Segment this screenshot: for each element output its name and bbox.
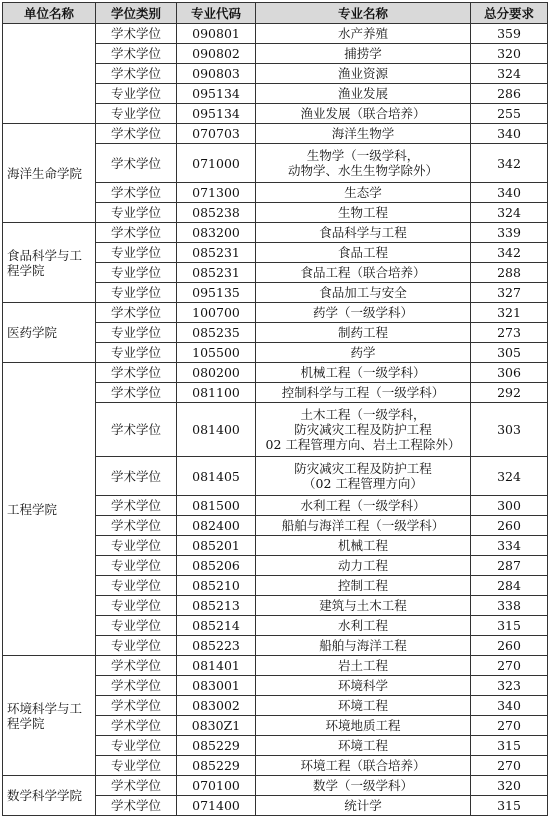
major-name-cell [256,776,471,796]
unit-cell: 食品科学与工程学院 [3,223,96,303]
major-code-cell: 071300 [177,183,256,203]
major-name-line: 水产养殖 [337,26,388,41]
major-name-line: 建筑与土木工程 [319,598,407,613]
score-cell: 270 [471,756,548,776]
major-name-line: 数学（一级学科） [312,778,413,793]
major-name-cell [256,203,471,223]
score-cell: 339 [471,223,548,243]
major-name-cell [256,24,471,44]
major-name-cell [256,696,471,716]
unit-cell: 医药学院 [3,303,96,363]
major-code-cell: 085231 [177,243,256,263]
unit-cell [3,24,96,124]
major-code-cell: 085231 [177,263,256,283]
degree-type-cell: 学术学位 [96,776,177,796]
unit-cell: 环境科学与工程学院 [3,656,96,776]
major-name-line: 机械工程（一级学科） [300,365,426,380]
score-cell: 270 [471,716,548,736]
score-cell: 284 [471,576,548,596]
major-name-line: 动力工程 [337,558,388,573]
major-code-cell: 085213 [177,596,256,616]
major-name-cell [256,616,471,636]
score-cell: 342 [471,144,548,183]
major-name-cell [256,676,471,696]
score-cell: 286 [471,84,548,104]
score-cell: 315 [471,736,548,756]
degree-type-cell: 专业学位 [96,243,177,263]
degree-type-cell: 专业学位 [96,556,177,576]
major-name-cell [256,323,471,343]
major-name-cell [256,716,471,736]
score-cell: 292 [471,383,548,403]
major-code-cell: 081100 [177,383,256,403]
major-name-cell [256,556,471,576]
major-name-line: 食品科学与工程 [319,225,407,240]
major-code-cell: 0830Z1 [177,716,256,736]
table-row [3,363,548,383]
degree-type-cell: 学术学位 [96,457,177,496]
score-cell: 303 [471,403,548,457]
major-name-line: 水利工程（一级学科） [300,498,426,513]
score-cell: 324 [471,203,548,223]
major-name-cell [256,263,471,283]
score-cell: 340 [471,124,548,144]
major-name-line: 食品工程（联合培养） [300,265,426,280]
degree-type-cell: 学术学位 [96,656,177,676]
major-code-cell: 085214 [177,616,256,636]
major-code-cell: 085206 [177,556,256,576]
score-cell: 255 [471,104,548,124]
table-row [3,303,548,323]
major-name-cell [256,104,471,124]
major-name-line: 统计学 [344,798,382,813]
degree-type-cell: 学术学位 [96,44,177,64]
major-code-cell: 081401 [177,656,256,676]
degree-type-cell: 专业学位 [96,756,177,776]
major-name-cell [256,44,471,64]
major-name-line: 生物工程 [337,205,388,220]
major-code-cell: 085235 [177,323,256,343]
degree-type-cell: 学术学位 [96,64,177,84]
score-cell: 324 [471,457,548,496]
major-name-cell [256,457,471,496]
major-name-line: 食品工程 [337,245,388,260]
degree-type-cell: 学术学位 [96,124,177,144]
major-name-line: 防灾减灾工程及防护工程 [294,422,432,437]
major-name-line: 制药工程 [337,325,388,340]
degree-type-cell: 学术学位 [96,363,177,383]
score-cell: 340 [471,696,548,716]
major-name-line: 环境科学 [337,678,388,693]
degree-type-cell: 学术学位 [96,223,177,243]
score-cell: 327 [471,283,548,303]
major-name-cell [256,124,471,144]
major-name-line: 渔业发展 [337,86,388,101]
degree-type-cell: 专业学位 [96,636,177,656]
degree-type-cell: 学术学位 [96,144,177,183]
major-code-cell: 095135 [177,283,256,303]
major-name-cell [256,303,471,323]
degree-type-cell: 专业学位 [96,203,177,223]
score-requirement-table [2,2,548,816]
header-row [3,3,548,24]
major-code-cell: 085229 [177,756,256,776]
score-cell: 306 [471,363,548,383]
major-name-line: 土木工程（一级学科， [300,407,426,422]
major-name-line: 动物学、水生生物学除外） [287,163,438,178]
major-name-line: 环境地质工程 [325,718,401,733]
major-name-cell [256,64,471,84]
major-name-cell [256,636,471,656]
major-name-line: 生物学（一级学科， [306,148,420,163]
score-cell: 270 [471,656,548,676]
major-code-cell: 083001 [177,676,256,696]
major-code-cell: 090803 [177,64,256,84]
score-cell: 300 [471,496,548,516]
degree-type-cell: 学术学位 [96,183,177,203]
major-name-cell [256,536,471,556]
major-name-cell [256,736,471,756]
degree-type-cell: 学术学位 [96,403,177,457]
major-code-cell: 070100 [177,776,256,796]
degree-type-cell: 学术学位 [96,716,177,736]
header-degree-type: 学位类别 [96,3,177,24]
degree-type-cell: 专业学位 [96,736,177,756]
major-code-cell: 090802 [177,44,256,64]
major-code-cell: 080200 [177,363,256,383]
unit-cell: 海洋生命学院 [3,124,96,223]
header-score: 总分要求 [471,3,548,24]
score-cell: 320 [471,776,548,796]
major-name-line: 捕捞学 [344,46,382,61]
major-code-cell: 081500 [177,496,256,516]
major-name-line: 海洋生物学 [331,126,395,141]
score-cell: 320 [471,44,548,64]
major-name-cell [256,343,471,363]
major-name-cell [256,496,471,516]
header-unit: 单位名称 [3,3,96,24]
major-code-cell: 085223 [177,636,256,656]
major-name-cell [256,223,471,243]
major-code-cell: 085201 [177,536,256,556]
major-code-cell: 082400 [177,516,256,536]
degree-type-cell: 专业学位 [96,536,177,556]
degree-type-cell: 学术学位 [96,696,177,716]
major-code-cell: 083200 [177,223,256,243]
score-cell: 260 [471,516,548,536]
major-code-cell: 095134 [177,104,256,124]
degree-type-cell: 专业学位 [96,576,177,596]
table-body [3,24,548,816]
major-name-line: 渔业资源 [337,66,388,81]
degree-type-cell: 学术学位 [96,516,177,536]
score-cell: 359 [471,24,548,44]
table-row [3,24,548,44]
degree-type-cell: 专业学位 [96,596,177,616]
major-name-line: 药学 [350,345,376,360]
major-code-cell: 085210 [177,576,256,596]
major-code-cell: 081405 [177,457,256,496]
major-name-cell [256,576,471,596]
degree-type-cell: 学术学位 [96,383,177,403]
major-name-line: 机械工程 [337,538,388,553]
major-name-line: 防灾减灾工程及防护工程 [294,461,432,476]
degree-type-cell: 专业学位 [96,323,177,343]
major-name-line: 02 工程管理方向、岩土工程除外） [265,437,461,452]
degree-type-cell: 学术学位 [96,496,177,516]
score-cell: 260 [471,636,548,656]
major-name-cell [256,796,471,816]
table-row [3,223,548,243]
major-name-cell [256,596,471,616]
major-name-cell [256,84,471,104]
score-cell: 340 [471,183,548,203]
table-row [3,776,548,796]
score-cell: 288 [471,263,548,283]
degree-type-cell: 专业学位 [96,84,177,104]
major-name-cell [256,144,471,183]
score-cell: 338 [471,596,548,616]
degree-type-cell: 学术学位 [96,303,177,323]
major-code-cell: 083002 [177,696,256,716]
major-code-cell: 085238 [177,203,256,223]
major-name-line: 船舶与海洋工程（一级学科） [281,518,445,533]
major-name-cell [256,363,471,383]
major-name-cell [256,403,471,457]
degree-type-cell: 专业学位 [96,343,177,363]
major-name-line: 环境工程（联合培养） [300,758,426,773]
score-cell: 334 [471,536,548,556]
degree-type-cell: 专业学位 [96,104,177,124]
major-name-cell [256,243,471,263]
header-major-code: 专业代码 [177,3,256,24]
major-name-line: 岩土工程 [337,658,388,673]
major-name-line: 药学（一级学科） [312,305,413,320]
major-code-cell: 105500 [177,343,256,363]
major-code-cell: 070703 [177,124,256,144]
major-name-line: （02 工程管理方向） [303,476,423,491]
major-name-line: 食品加工与安全 [319,285,407,300]
major-name-line: 生态学 [344,185,382,200]
major-name-cell [256,283,471,303]
major-name-cell [256,656,471,676]
table-row [3,656,548,676]
degree-type-cell: 专业学位 [96,616,177,636]
major-code-cell: 095134 [177,84,256,104]
major-name-cell [256,516,471,536]
degree-type-cell: 学术学位 [96,24,177,44]
degree-type-cell: 专业学位 [96,283,177,303]
score-cell: 323 [471,676,548,696]
header-major-name: 专业名称 [256,3,471,24]
major-name-line: 水利工程 [337,618,388,633]
major-name-cell [256,183,471,203]
major-name-line: 船舶与海洋工程 [319,638,407,653]
score-cell: 342 [471,243,548,263]
major-code-cell: 090801 [177,24,256,44]
table-row [3,124,548,144]
score-cell: 315 [471,616,548,636]
major-name-line: 控制科学与工程（一级学科） [281,385,445,400]
score-cell: 305 [471,343,548,363]
score-cell: 321 [471,303,548,323]
major-code-cell: 100700 [177,303,256,323]
unit-cell: 数学科学学院 [3,776,96,816]
score-cell: 324 [471,64,548,84]
degree-type-cell: 学术学位 [96,676,177,696]
major-name-cell [256,756,471,776]
major-code-cell: 085229 [177,736,256,756]
score-cell: 287 [471,556,548,576]
major-name-line: 渔业发展（联合培养） [300,106,426,121]
major-name-line: 控制工程 [337,578,388,593]
score-cell: 273 [471,323,548,343]
degree-type-cell: 学术学位 [96,796,177,816]
major-name-line: 环境工程 [337,738,388,753]
major-name-line: 环境工程 [337,698,388,713]
degree-type-cell: 专业学位 [96,263,177,283]
score-cell: 315 [471,796,548,816]
major-code-cell: 071000 [177,144,256,183]
unit-cell: 工程学院 [3,363,96,656]
major-name-cell [256,383,471,403]
major-code-cell: 071400 [177,796,256,816]
major-code-cell: 081400 [177,403,256,457]
